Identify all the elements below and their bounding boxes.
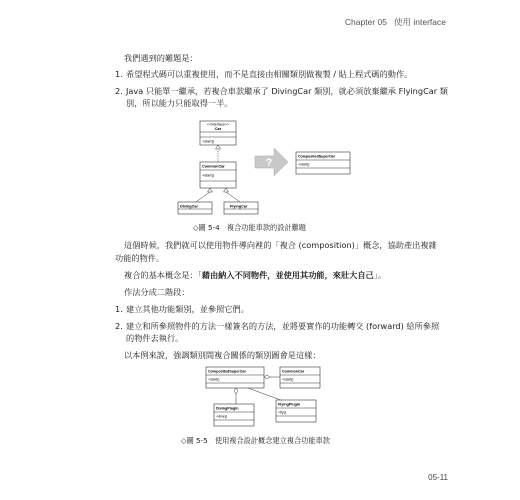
question-mark: ? (265, 157, 273, 169)
figure-5-4-diagram (170, 118, 360, 216)
paragraph: 作法分成二階段： (124, 287, 190, 297)
chapter-title: 使用 interface (394, 17, 446, 27)
method-label: +dive() (216, 414, 228, 419)
class-name: DivingPlugIn (216, 406, 239, 411)
running-header (345, 16, 446, 28)
figure-caption: ◇圖 5-4 複合功能車款的設計難題 (193, 223, 306, 232)
class-name: FlyingPlugIn (278, 402, 301, 407)
class-name: CompositedSuperCar (298, 154, 335, 159)
class-name: FlyingCar (230, 204, 248, 209)
paragraph: 以本例來說，強調類別間複合關係的類別圖會是這樣： (124, 350, 321, 360)
paragraph: 複合的基本概念是：「藉由納入不同物件，並使用其功能，來壯大自己」。 (124, 270, 387, 280)
method-label: +start() (202, 173, 215, 178)
list-item: 1. 希望程式碼可以重複使用，而不是直接由相關類別做複製 / 貼上程式碼的動作。 (115, 69, 413, 79)
paragraph: 我們遇到的難題是： (124, 53, 198, 63)
method-label: +start() (202, 139, 215, 144)
method-label: +start() (282, 377, 294, 382)
chapter-label: Chapter 05 (344, 17, 387, 27)
list-item: 1. 建立其他功能類別，並參照它們。 (115, 304, 249, 314)
list-item-continuation: 的物件去執行。 (126, 333, 184, 343)
page-number: 05-11 (428, 473, 448, 482)
list-item: 2. Java 只能單一繼承，若複合車款繼承了 DivingCar 類別，就必須放棄繼承 FlyingCar 類 (115, 86, 448, 96)
class-name: Car (214, 126, 222, 131)
list-item: 2. 建立和所參照物件的方法一樣簽名的方法，並將要實作的功能轉交 (forward) 給所參照 (115, 321, 440, 331)
class-name: DivingCar (180, 204, 198, 209)
method-label: +fly() (278, 410, 287, 415)
emphasis-text: 藉由納入不同物件，並使用其功能，來壯大自己 (201, 270, 374, 280)
class-name: CommonCar (202, 164, 225, 169)
paragraph: 這個時候，我們就可以使用物件導向裡的「複合 (composition)」概念，協助產出複雜 (124, 240, 437, 250)
method-label: +start() (298, 162, 310, 167)
figure-caption: ◇圖 5-5 使用複合設計概念建立複合功能車款 (181, 436, 330, 445)
method-label: +start() (208, 377, 220, 382)
list-item-continuation: 別，所以能力只能取得一半。 (126, 98, 233, 108)
figure-5-5-diagram (200, 364, 330, 432)
class-name: CommonCar (282, 369, 305, 374)
class-name: CompositedSuperCar (208, 369, 246, 374)
stereotype-label: <<interface>> (206, 122, 230, 127)
paragraph-continuation: 功能的物件。 (115, 253, 165, 263)
